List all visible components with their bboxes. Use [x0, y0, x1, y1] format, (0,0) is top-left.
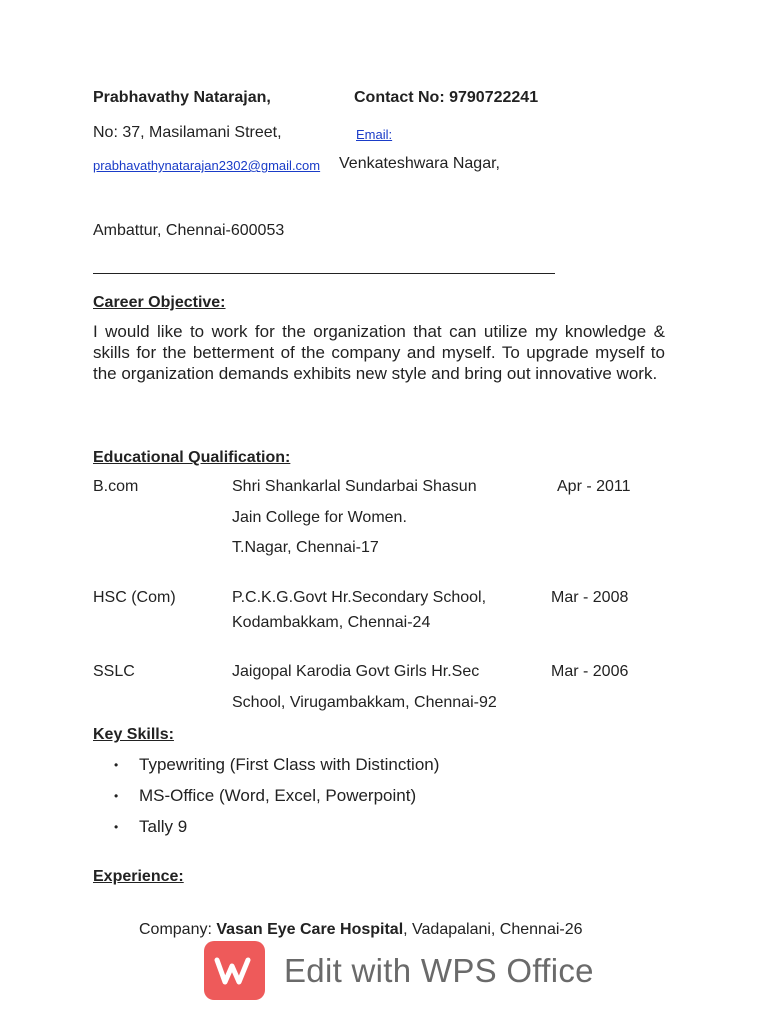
wps-watermark-text: Edit with WPS Office: [284, 951, 594, 989]
wps-watermark[interactable]: [204, 941, 594, 1000]
skill-item: Tally 9: [139, 817, 188, 836]
email-label-link[interactable]: Email:: [356, 127, 393, 142]
company-name: Vasan Eye Care Hospital: [216, 921, 404, 938]
edu-degree-sslc: SSLC: [93, 663, 135, 680]
email-link[interactable]: prabhavathynatarajan2302@gmail.com: [93, 158, 321, 173]
skill-item: Typewriting (First Class with Distinction): [139, 755, 440, 774]
wps-logo-icon: [204, 941, 265, 1000]
edu-date: Apr - 2011: [557, 478, 631, 495]
bullet-icon: •: [114, 789, 119, 803]
edu-institution-line: T.Nagar, Chennai-17: [232, 539, 379, 556]
key-skills-heading: Key Skills:: [93, 726, 174, 743]
education-heading: Educational Qualification:: [93, 449, 291, 466]
applicant-name: Prabhavathy Natarajan,: [93, 89, 271, 106]
edu-degree-hsc: HSC (Com): [93, 589, 176, 606]
edu-institution-line: Jain College for Women.: [232, 509, 407, 526]
contact-number: Contact No: 9790722241: [354, 89, 539, 106]
edu-institution-line: School, Virugambakkam, Chennai-92: [232, 694, 497, 711]
address-line-3: Ambattur, Chennai-600053: [93, 222, 285, 239]
edu-institution-line: P.C.K.G.Govt Hr.Secondary School,: [232, 589, 487, 606]
bullet-icon: •: [114, 758, 119, 772]
edu-degree-bcom: B.com: [93, 478, 139, 495]
company-label: Company:: [139, 921, 217, 938]
company-location: , Vadapalani, Chennai-26: [403, 921, 583, 938]
career-objective-text: I would like to work for the organization that can utilize my knowledge & skills for the betterment of the company and myself. To upgrade myself to the organization demands exhibits new style and bring out innovative work.: [93, 322, 665, 383]
edu-institution-line: Kodambakkam, Chennai-24: [232, 614, 431, 631]
experience-heading: Experience:: [93, 868, 184, 885]
career-objective-heading: Career Objective:: [93, 294, 226, 311]
address-line-2: Venkateshwara Nagar,: [339, 155, 500, 172]
address-line-1: No: 37, Masilamani Street,: [93, 124, 282, 141]
header-divider: [93, 273, 555, 274]
bullet-icon: •: [114, 820, 119, 834]
edu-institution-line: Jaigopal Karodia Govt Girls Hr.Sec: [232, 663, 480, 680]
wps-w-glyph-icon: [214, 955, 256, 987]
edu-date: Mar - 2006: [551, 663, 629, 680]
experience-company: [139, 921, 583, 939]
edu-institution-line: Shri Shankarlal Sundarbai Shasun: [232, 478, 477, 495]
skill-item: MS-Office (Word, Excel, Powerpoint): [139, 786, 417, 805]
edu-date: Mar - 2008: [551, 589, 629, 606]
